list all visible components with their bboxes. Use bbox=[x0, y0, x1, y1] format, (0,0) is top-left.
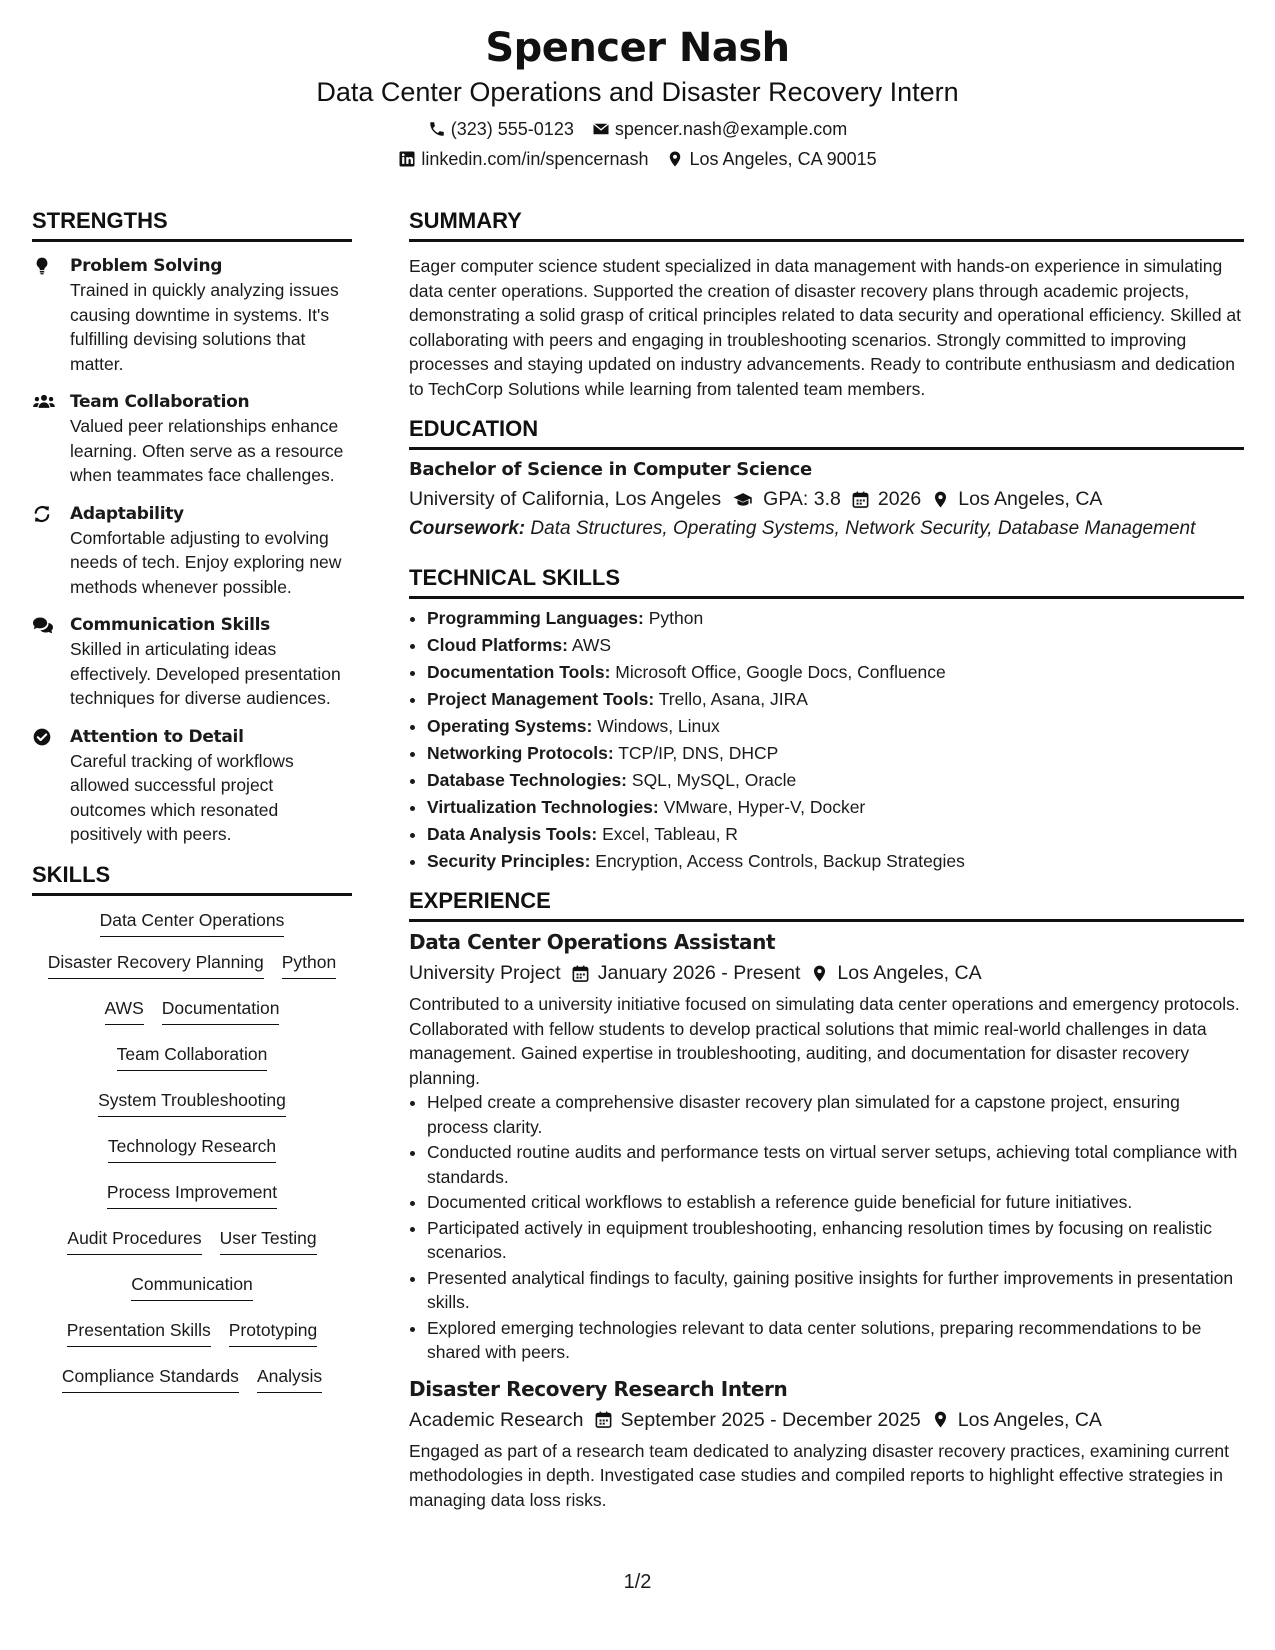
strength-item bbox=[32, 502, 352, 600]
strength-description: Trained in quickly analyzing issues causing downtime in systems. It's fulfilling devising solutions that matter. bbox=[70, 280, 339, 374]
strength-title: Adaptability bbox=[70, 503, 184, 524]
skill-tag: Prototyping bbox=[229, 1318, 318, 1347]
lightbulb-icon bbox=[32, 256, 52, 276]
skills-list-rows bbox=[32, 950, 352, 1410]
skill-tag-text: Data Center Operations bbox=[100, 908, 285, 937]
coursework-label: Coursework: bbox=[409, 518, 526, 539]
technical-skill-item bbox=[427, 767, 1244, 794]
job-meta bbox=[409, 1405, 1244, 1435]
technical-skill-label: Cloud Platforms: bbox=[427, 635, 568, 655]
strength-item bbox=[32, 725, 352, 847]
right-column bbox=[409, 207, 1244, 1512]
job-description: Engaged as part of a research team dedicated to analyzing disaster recovery practices, examining current methodologies in depth. Investigated case studies and compiled reports to highlight effective strategies in managing data loss risks. bbox=[409, 1440, 1230, 1510]
strength-description: Skilled in articulating ideas effectively. Developed presentation techniques for diverse audiences. bbox=[70, 639, 341, 708]
strength-description: Comfortable adjusting to evolving needs of tech. Enjoy exploring new methods whenever possible. bbox=[70, 527, 342, 597]
degree-name: Bachelor of Science in Computer Science bbox=[409, 459, 812, 480]
strength-description: Careful tracking of workflows allowed successful project outcomes which resonated positively with peers. bbox=[70, 750, 294, 844]
technical-skill-label: Networking Protocols: bbox=[427, 743, 614, 763]
job-bullet: • Participated actively in equipment troubleshooting, enhancing resolution times by focusing on realistic scenarios. bbox=[427, 1216, 1244, 1265]
candidate-name: Spencer Nash bbox=[485, 25, 790, 71]
job-bullet: • Explored emerging technologies relevant to data center solutions, preparing recommendations to be shared with peers. bbox=[427, 1316, 1244, 1365]
contact-row-2 bbox=[0, 148, 1275, 170]
technical-skill-label: Operating Systems: bbox=[427, 716, 593, 736]
technical-skill-item bbox=[427, 686, 1244, 713]
page-indicator: 1/2 bbox=[623, 1571, 652, 1593]
school-name: University of California, Los Angeles bbox=[409, 488, 722, 510]
phone-text: (323) 555-0123 bbox=[450, 119, 574, 139]
skill-tag: System Troubleshooting bbox=[98, 1088, 286, 1117]
summary-heading: SUMMARY bbox=[409, 207, 1244, 242]
gpa-item bbox=[731, 484, 841, 514]
technical-skill-label: Programming Languages: bbox=[427, 608, 644, 628]
technical-skill-value: TCP/IP, DNS, DHCP bbox=[618, 743, 779, 763]
skill-tag: Disaster Recovery Planning bbox=[48, 950, 264, 979]
phone-icon bbox=[428, 120, 446, 138]
check-circle-icon bbox=[32, 727, 52, 747]
technical-skill-label: Project Management Tools: bbox=[427, 689, 655, 709]
linkedin-text: linkedin.com/in/spencernash bbox=[421, 149, 649, 169]
job-dates bbox=[594, 1405, 921, 1435]
job-bullet: • Conducted routine audits and performance tests on virtual server setups, achieving total compliance with standards. bbox=[427, 1140, 1244, 1189]
job-meta bbox=[409, 958, 1244, 988]
skill-tag: User Testing bbox=[220, 1226, 317, 1255]
technical-skill-item bbox=[427, 632, 1244, 659]
technical-skill-label: Data Analysis Tools: bbox=[427, 824, 598, 844]
job-org: Academic Research bbox=[409, 1408, 584, 1431]
skill-tag: Python bbox=[282, 950, 336, 979]
technical-skill-label: Virtualization Technologies: bbox=[427, 797, 659, 817]
skill-tag: Process Improvement bbox=[107, 1180, 277, 1209]
year-text: 2026 bbox=[877, 488, 922, 510]
sync-icon bbox=[32, 504, 52, 524]
experience-heading: EXPERIENCE bbox=[409, 887, 1244, 922]
technical-skill-label: Database Technologies: bbox=[427, 770, 628, 790]
job-title: Disaster Recovery Research Intern bbox=[409, 1376, 788, 1401]
strengths-heading: STRENGTHS bbox=[32, 207, 352, 242]
technical-skill-value: VMware, Hyper-V, Docker bbox=[663, 797, 866, 817]
skill-tag bbox=[32, 908, 352, 937]
location-text: Los Angeles, CA 90015 bbox=[689, 149, 877, 169]
skill-tag: Analysis bbox=[257, 1364, 322, 1393]
map-marker-icon bbox=[810, 964, 829, 983]
calendar-icon bbox=[851, 490, 870, 509]
job-dates-text: September 2025 - December 2025 bbox=[620, 1408, 921, 1431]
technical-skill-value: Encryption, Access Controls, Backup Strategies bbox=[595, 851, 965, 871]
technical-skill-value: Microsoft Office, Google Docs, Confluence bbox=[615, 662, 946, 682]
technical-skill-item bbox=[427, 740, 1244, 767]
technical-skill-item bbox=[427, 821, 1244, 848]
linkedin-contact[interactable] bbox=[398, 148, 648, 170]
technical-skill-label: Documentation Tools: bbox=[427, 662, 611, 682]
job-description: Contributed to a university initiative focused on simulating data center operations and emergency protocols. Collaborated with fellow students to develop practical solutions that mimic real-world challenges in data management. Gained expertise in troubleshooting, auditing, and documentation for disaster recovery planning. bbox=[409, 994, 1240, 1088]
job-title: Data Center Operations Assistant bbox=[409, 930, 776, 954]
technical-skill-item bbox=[427, 848, 1244, 875]
job-bullet: • Presented analytical findings to faculty, gaining positive insights for further improvements in presentation skills. bbox=[427, 1266, 1244, 1315]
strength-title: Problem Solving bbox=[70, 256, 223, 276]
left-column bbox=[32, 207, 352, 1410]
coursework-text: Data Structures, Operating Systems, Network Security, Database Management bbox=[530, 518, 1196, 539]
calendar-icon bbox=[594, 1410, 613, 1429]
technical-skill-label: Security Principles: bbox=[427, 851, 591, 871]
technical-skill-item bbox=[427, 605, 1244, 632]
skill-tag: Compliance Standards bbox=[62, 1364, 239, 1393]
strength-item bbox=[32, 390, 352, 488]
education-meta bbox=[409, 484, 1244, 514]
technical-skill-value: Trello, Asana, JIRA bbox=[658, 689, 808, 709]
strength-description: Valued peer relationships enhance learning. Often serve as a resource when teammates face challenges. bbox=[70, 416, 344, 485]
strength-item bbox=[32, 254, 352, 376]
comments-icon bbox=[32, 615, 54, 635]
map-marker-icon bbox=[931, 1410, 950, 1429]
skill-tag: Presentation Skills bbox=[67, 1318, 211, 1347]
contact-row-1 bbox=[0, 118, 1275, 140]
skill-tag: Communication bbox=[131, 1272, 253, 1301]
strength-title: Team Collaboration bbox=[70, 392, 250, 412]
year-item bbox=[851, 484, 921, 514]
technical-skill-value: Excel, Tableau, R bbox=[602, 824, 738, 844]
strength-item bbox=[32, 613, 352, 711]
skill-tag: Technology Research bbox=[108, 1134, 276, 1163]
skills-heading: SKILLS bbox=[32, 861, 352, 896]
linkedin-icon bbox=[398, 150, 416, 168]
strength-title: Attention to Detail bbox=[70, 726, 244, 747]
technical-skill-value: Windows, Linux bbox=[597, 716, 720, 736]
location-contact bbox=[666, 148, 876, 170]
summary-text: Eager computer science student specialized in data management with hands-on experience in simulating data center operations. Supported the creation of disaster recovery plans through academic projects, demonstrating a solid grasp of critical principles related to data security and operational efficiency. Skilled at collaborating with peers and engaging in troubleshooting scenarios. Strongly committed to improving processes and staying updated on industry advancements. Ready to contribute enthusiasm and dedication to TechCorp Solutions while learning from talented team members. bbox=[409, 256, 1242, 399]
map-marker-icon bbox=[666, 150, 684, 168]
technical-skill-item bbox=[427, 713, 1244, 740]
technical-skill-item bbox=[427, 659, 1244, 686]
job-dates-text: January 2026 - Present bbox=[597, 962, 801, 984]
education-location bbox=[931, 484, 1102, 514]
education-location-text: Los Angeles, CA bbox=[958, 488, 1103, 510]
job-location bbox=[810, 958, 981, 988]
job-location-text: Los Angeles, CA bbox=[837, 962, 982, 984]
coursework-line bbox=[409, 514, 1244, 544]
job-location bbox=[931, 1405, 1102, 1435]
skill-tag: Team Collaboration bbox=[117, 1042, 268, 1071]
email-contact[interactable] bbox=[592, 118, 847, 140]
technical-skills-list bbox=[409, 605, 1244, 875]
technical-skill-value: SQL, MySQL, Oracle bbox=[631, 770, 797, 790]
job-org: University Project bbox=[409, 962, 561, 984]
technical-skill-value: Python bbox=[648, 608, 704, 628]
job-bullets bbox=[409, 1090, 1244, 1365]
education-heading: EDUCATION bbox=[409, 415, 1244, 450]
graduation-cap-icon bbox=[731, 490, 755, 509]
skill-tag: AWS bbox=[105, 996, 144, 1025]
technical-skill-value: AWS bbox=[571, 635, 612, 655]
strength-title: Communication Skills bbox=[70, 615, 270, 635]
map-marker-icon bbox=[931, 490, 950, 509]
job-bullet: • Helped create a comprehensive disaster recovery plan simulated for a capstone project, ensuring process clarity. bbox=[427, 1090, 1244, 1139]
job-dates bbox=[571, 958, 801, 988]
job-location-text: Los Angeles, CA bbox=[957, 1408, 1102, 1431]
technical-skill-item bbox=[427, 794, 1244, 821]
calendar-icon bbox=[571, 964, 590, 983]
candidate-title: Data Center Operations and Disaster Recovery Intern bbox=[316, 77, 959, 107]
envelope-icon bbox=[592, 120, 610, 138]
phone-contact bbox=[428, 118, 574, 140]
email-text: spencer.nash@example.com bbox=[614, 119, 848, 139]
gpa-text: GPA: 3.8 bbox=[763, 488, 841, 510]
technical-skills-heading: TECHNICAL SKILLS bbox=[409, 564, 1244, 599]
skill-tag: Documentation bbox=[162, 996, 280, 1025]
resume-header bbox=[0, 20, 1275, 170]
job-bullet: • Documented critical workflows to establish a reference guide beneficial for future initiatives. bbox=[427, 1190, 1244, 1215]
skill-tag: Audit Procedures bbox=[67, 1226, 201, 1255]
users-icon bbox=[32, 392, 56, 412]
skills-list bbox=[32, 908, 352, 954]
